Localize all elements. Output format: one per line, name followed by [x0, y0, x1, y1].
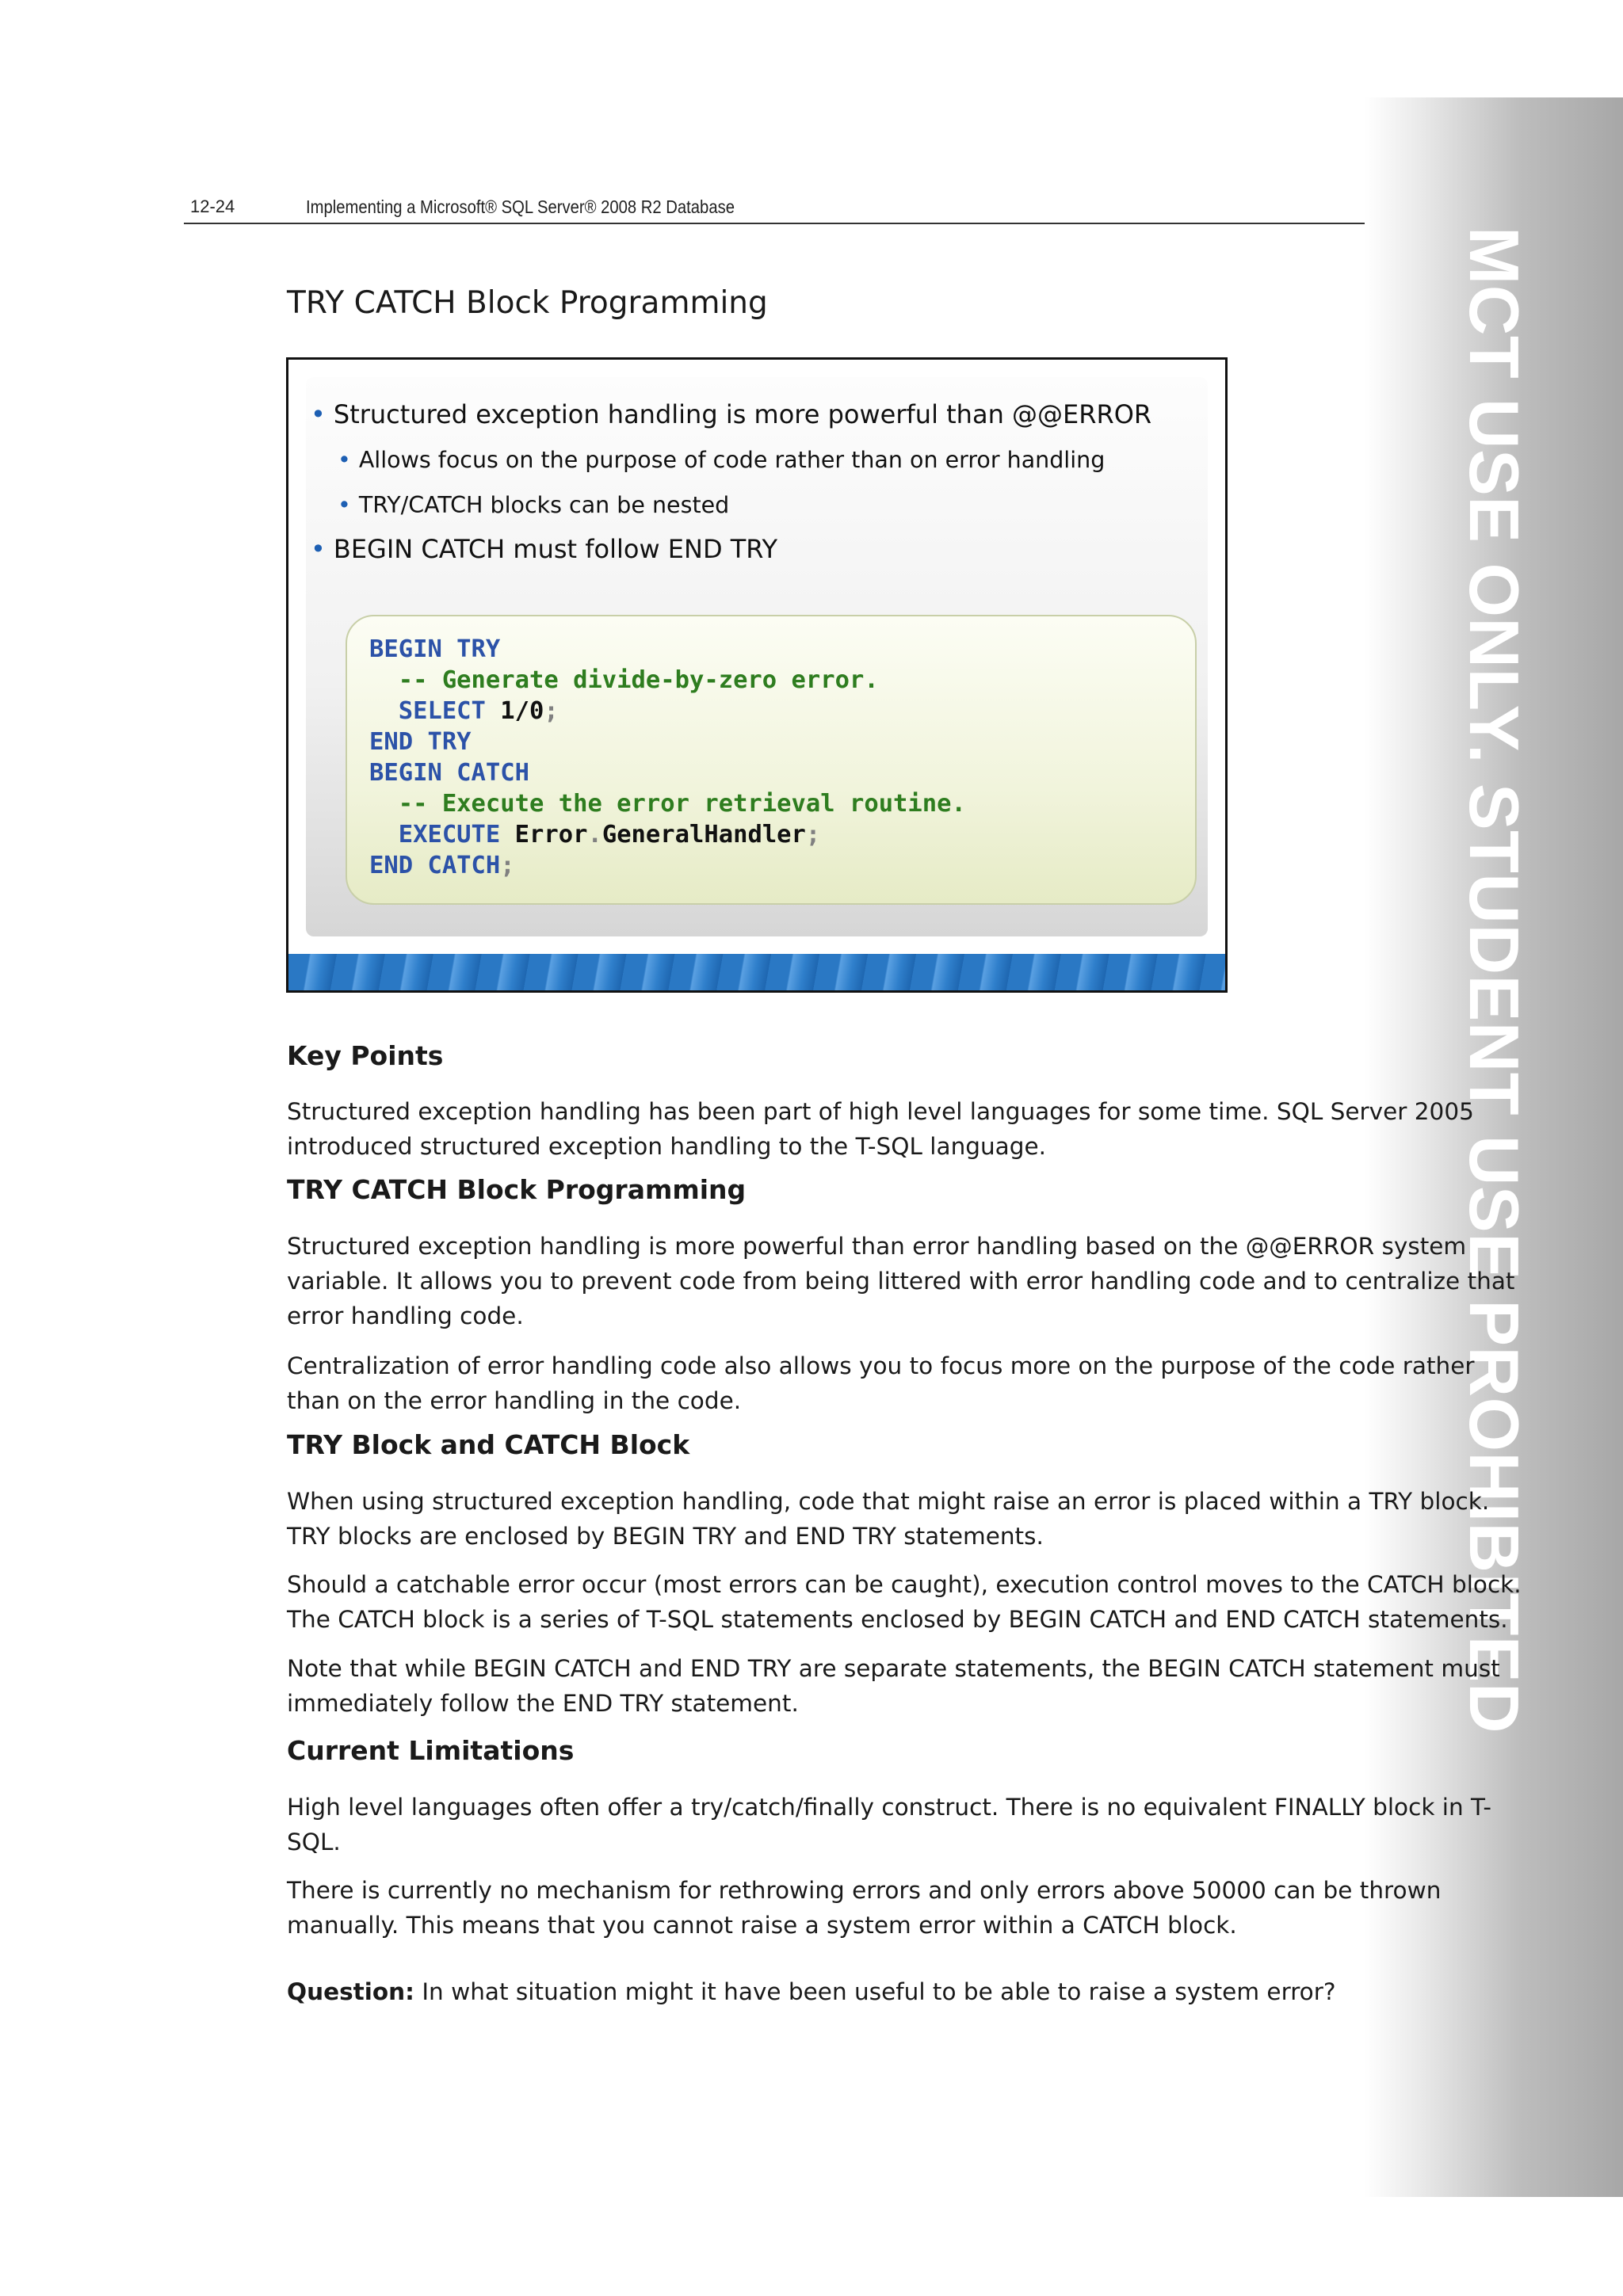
text-line: Centralization of error handling code also allows you to focus more on the purpose of the code rather [287, 1352, 1475, 1379]
text-line: SQL. [287, 1829, 341, 1855]
code-punctuation: ; [544, 697, 559, 725]
question-text: In what situation might it have been useful to be able to raise a system error? [414, 1978, 1336, 2005]
key-points-paragraph [287, 1094, 1474, 1164]
slide-bullet [311, 399, 1151, 429]
code-punctuation: ; [805, 821, 821, 849]
text-line: TRY blocks are enclosed by BEGIN TRY and END TRY statements. [287, 1523, 1044, 1550]
slide-bullet-text: BEGIN CATCH must follow END TRY [333, 534, 778, 564]
code-line [369, 696, 559, 727]
code-comment: -- Execute the error retrieval routine. [369, 790, 966, 818]
text-line: manually. This means that you cannot raise a system error within a CATCH block. [287, 1912, 1237, 1939]
running-header-title: Implementing a Microsoft® SQL Server® 2008 R2 Database [306, 196, 735, 217]
code-line [369, 757, 529, 788]
code-keyword: SELECT [369, 697, 486, 725]
slide-content [306, 377, 1208, 936]
code-keyword: END CATCH [369, 852, 501, 879]
paragraph [287, 1790, 1492, 1859]
section-heading-current-limitations: Current Limitations [287, 1735, 575, 1766]
header-rule [184, 223, 1459, 224]
text-line: Structured exception handling has been part of high level languages for some time. SQL Server 2005 [287, 1098, 1474, 1125]
bullet-icon: • [311, 534, 326, 564]
page-number: 12-24 [190, 196, 235, 216]
paragraph [287, 1567, 1522, 1637]
text-line: High level languages often offer a try/catch/finally construct. There is no equivalent FINALLY block in T- [287, 1794, 1492, 1821]
text-line: Note that while BEGIN CATCH and END TRY are separate statements, the BEGIN CATCH statement must [287, 1655, 1500, 1682]
paragraph [287, 1873, 1460, 1943]
slide-image [286, 357, 1228, 993]
text-line: introduced structured exception handling to the T-SQL language. [287, 1133, 1047, 1160]
text-line: The CATCH block is a series of T-SQL statements enclosed by BEGIN CATCH and END CATCH statements. [287, 1606, 1508, 1633]
paragraph [287, 1348, 1475, 1418]
section-heading-try-catch-programming: TRY CATCH Block Programming [287, 1174, 747, 1205]
question-label: Question: [287, 1978, 414, 2005]
slide-bullet-text: Structured exception handling is more powerful than @@ERROR [333, 399, 1152, 429]
text-line: Structured exception handling is more powerful than error handling based on the @@ERROR system [287, 1233, 1467, 1260]
section-heading-try-and-catch-block: TRY Block and CATCH Block [287, 1429, 690, 1460]
slide-footer-stripe [288, 954, 1225, 990]
slide-subbullet [338, 492, 729, 518]
slide-bullet [311, 534, 777, 564]
paragraph [287, 1484, 1490, 1554]
code-keyword: BEGIN TRY [369, 635, 501, 663]
page-title: TRY CATCH Block Programming [287, 285, 768, 321]
text-line: There is currently no mechanism for rethrowing errors and only errors above 50000 can be thrown [287, 1877, 1442, 1904]
code-text: 1/0 [485, 697, 544, 725]
paragraph [287, 1229, 1515, 1333]
slide-subbullet-text: TRY/CATCH blocks can be nested [358, 492, 730, 518]
bullet-icon: • [311, 399, 326, 429]
code-sample-box [346, 615, 1197, 905]
code-line [369, 850, 515, 881]
text-line: than on the error handling in the code. [287, 1387, 742, 1414]
question-paragraph [287, 1974, 1460, 2009]
code-line [369, 819, 820, 850]
code-line [369, 788, 966, 819]
code-line [369, 665, 879, 696]
code-line [369, 634, 500, 665]
text-line: error handling code. [287, 1302, 524, 1329]
code-text: Error [500, 821, 588, 849]
text-line: immediately follow the END TRY statement. [287, 1690, 799, 1717]
slide-subbullet-text: Allows focus on the purpose of code rather than on error handling [358, 447, 1106, 473]
paragraph [287, 1651, 1500, 1721]
text-line: Should a catchable error occur (most errors can be caught), execution control moves to the CATCH block. [287, 1571, 1522, 1598]
text-line: When using structured exception handling, code that might raise an error is placed within a TRY block. [287, 1488, 1490, 1515]
code-comment: -- Generate divide-by-zero error. [369, 666, 879, 694]
code-punctuation: ; [500, 852, 515, 879]
code-punctuation: . [587, 821, 602, 849]
code-keyword: BEGIN CATCH [369, 759, 529, 787]
code-text: GeneralHandler [601, 821, 806, 849]
slide-subbullet [338, 447, 1105, 473]
code-keyword: END TRY [369, 728, 472, 756]
text-line: variable. It allows you to prevent code from being littered with error handling code and to centralize that [287, 1268, 1515, 1295]
bullet-icon: • [338, 492, 351, 518]
code-keyword: EXECUTE [369, 821, 501, 849]
bullet-icon: • [338, 447, 351, 473]
code-line [369, 727, 472, 757]
watermark-text: MCT USE ONLY. STUDENT USE PROHIBITED [1455, 227, 1533, 1734]
key-points-heading: Key Points [287, 1040, 444, 1071]
